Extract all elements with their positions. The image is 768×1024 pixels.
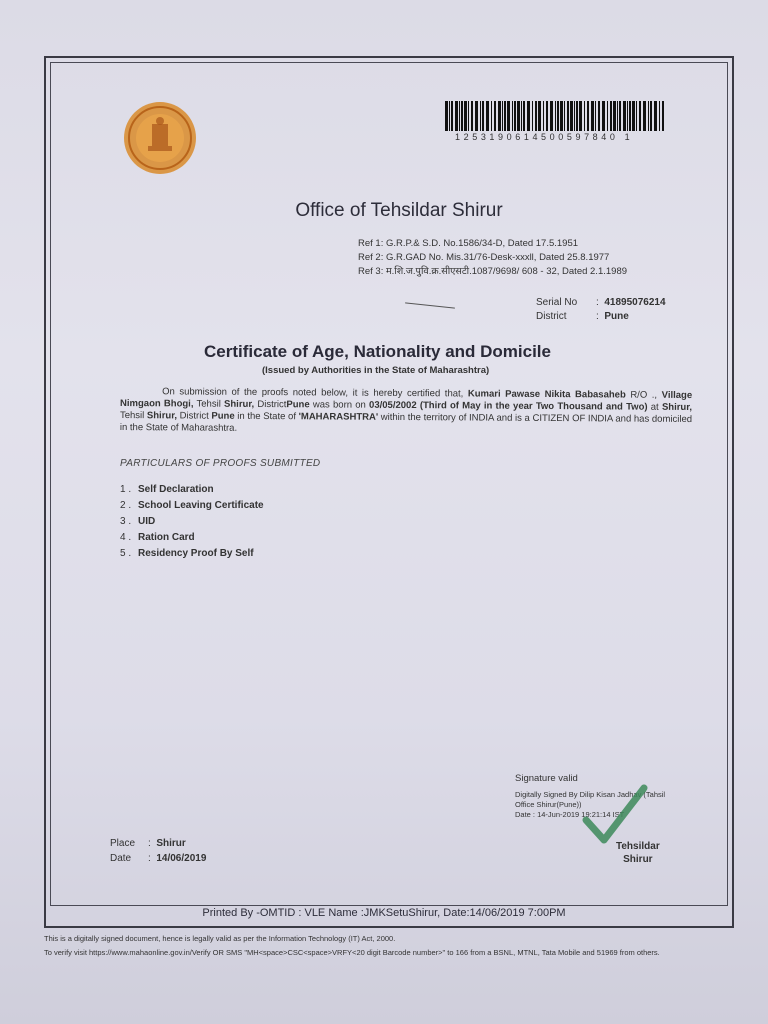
- serial-label: Serial No: [536, 297, 578, 308]
- place-value: Shirur: [156, 838, 186, 849]
- district-label: District: [536, 311, 567, 322]
- office-title: Office of Tehsildar Shirur: [295, 200, 503, 221]
- list-item: 1 . Self Declaration: [120, 484, 214, 495]
- proofs-list: [120, 482, 264, 562]
- issued-by: (Issued by Authorities in the State of Maharashtra): [262, 365, 490, 376]
- serial-block: Serial No : 41895076214 District : Pune: [536, 297, 666, 322]
- date-of-birth: 03/05/2002 (Third of May in the year Two Thousand and Two): [369, 399, 648, 413]
- list-item: 4 . Ration Card: [120, 532, 195, 543]
- signatory-role: Tehsildar Shirur: [616, 841, 660, 865]
- village: Village Nimgaon Bhogi,: [120, 389, 693, 410]
- certificate-body: On submission of the proofs noted below, it is hereby certified that, Kumari Pawase Nikita Babasaheb R/O ., Village Nimgaon Bhogi, Tehsil Shirur, DistrictPune was born on 03/05/2002 (Third of May in the year Two Thousand and Two) at Shirur, Tehsil Shirur, District Pune in the State of 'MAHARASHTRA' within the territory of INDIA and is a CITIZEN OF INDIA and has domiciled in the State of Maharashtra.: [119, 386, 693, 434]
- ref-1: Ref 1: G.R.P.& S.D. No.1586/34-D, Dated 17.5.1951: [358, 238, 579, 249]
- serial-value: 41895076214: [604, 297, 666, 308]
- place-date: Place : Shirur Date : 14/06/2019: [110, 838, 207, 864]
- ref-3: Ref 3: म.शि.ज.पुवि.क्र.सीएसटी.1087/9698/ 608 - 32, Dated 2.1.1989: [358, 266, 628, 277]
- references: [358, 237, 627, 279]
- certificate-title: Certificate of Age, Nationality and Domicile: [204, 342, 551, 361]
- list-item: 2 . School Leaving Certificate: [120, 500, 264, 511]
- printed-by: Printed By -OMTID : VLE Name :JMKSetuShirur, Date:14/06/2019 7:00PM: [202, 907, 566, 919]
- signature-valid: Signature valid: [515, 773, 578, 784]
- footnote: This is a digitally signed document, hence is legally valid as per the Information Technology (IT) Act, 2000. To verify visit https://www.mahaonline.gov.in/Verify OR SMS "MH<space>CSC<space>VRFY<20 digit Barcode number>" to 166 from a BSNL, MTNL, Tata Mobile and 51969 from others.: [44, 934, 660, 957]
- signature-detail: Digitally Signed By Dilip Kisan Jadhav (Tahsil Office Shirur(Pune)) Date : 14-Jun-2019 19:21:14 IST: [515, 790, 666, 819]
- list-item: 5 . Residency Proof By Self: [120, 548, 254, 559]
- district-value: Pune: [604, 311, 629, 322]
- barcode-number: 1253190614500597840 1: [455, 132, 634, 142]
- state-emblem-seal-icon: [120, 100, 200, 176]
- date-value: 14/06/2019: [156, 853, 207, 864]
- barcode-icon: [445, 101, 665, 131]
- list-item: 3 . UID: [120, 516, 156, 527]
- holder-name: Kumari Pawase Nikita Babasaheb: [467, 388, 626, 401]
- particulars-heading: PARTICULARS OF PROOFS SUBMITTED: [120, 458, 321, 469]
- ref-2: Ref 2: G.R.GAD No. Mis.31/76-Desk-xxxll, Dated 25.8.1977: [358, 252, 610, 263]
